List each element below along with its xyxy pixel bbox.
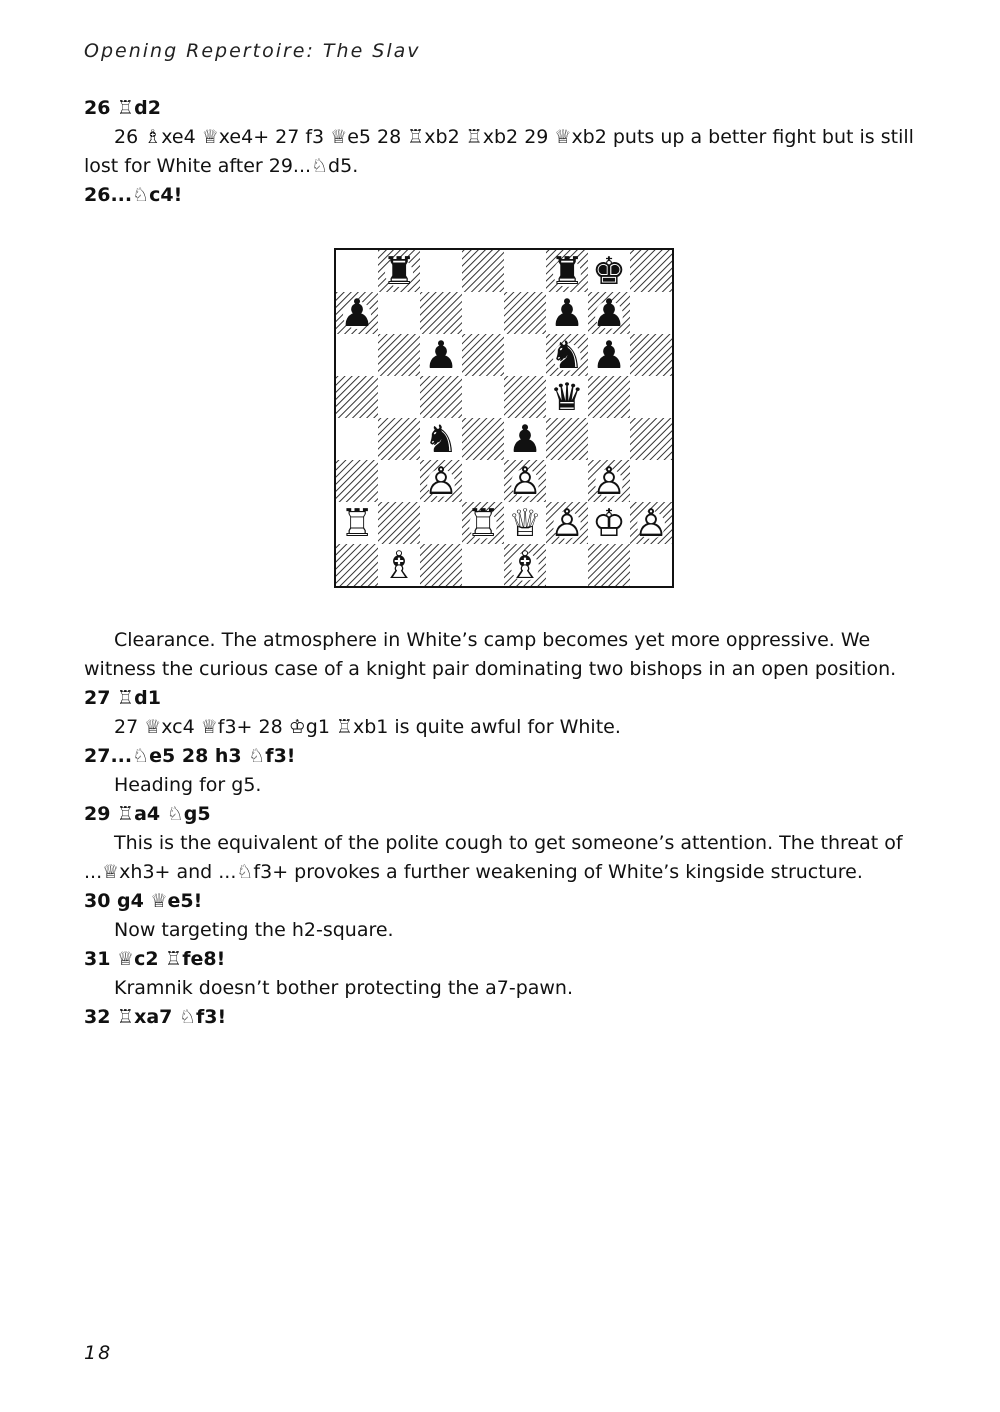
move-line: 31 ♕c2 ♖fe8! [84,948,226,970]
svg-text:♚: ♚ [591,250,627,293]
square-c7 [420,292,462,334]
page-number: 18 [84,1342,113,1364]
svg-text:♞: ♞ [549,333,585,377]
square-b3 [378,460,420,502]
square-f3 [546,460,588,502]
black-pawn-c6 [424,333,458,377]
white-pawn-h2 [634,501,668,545]
svg-text:♟: ♟ [591,291,627,335]
square-g4 [588,418,630,460]
move-line: 26...♘c4! [84,184,183,206]
white-rook-a2 [340,501,374,545]
body-text [84,626,914,1032]
chessboard [336,250,672,586]
comment-paragraph: Clearance. The atmosphere in White’s camp becomes yet more oppressive. We witness the curious case of a knight pair dominating two bishops in an open position. [84,629,897,680]
square-d6 [462,334,504,376]
comment-paragraph: Kramnik doesn’t bother protecting the a7-pawn. [114,977,574,999]
svg-text:♗: ♗ [507,543,543,586]
svg-text:♗: ♗ [381,543,417,586]
square-h5 [630,376,672,418]
square-b4 [378,418,420,460]
svg-text:♕: ♕ [507,501,543,545]
svg-text:♖: ♖ [339,501,375,545]
svg-text:♟: ♟ [339,291,375,335]
svg-text:♜: ♜ [549,250,585,293]
white-pawn-f2 [550,501,584,545]
square-a4 [336,418,378,460]
square-a6 [336,334,378,376]
white-pawn-e3 [508,459,542,503]
move-line: 27...♘e5 28 h3 ♘f3! [84,745,296,767]
square-g5 [588,376,630,418]
black-pawn-g7 [592,291,626,335]
comment-paragraph: Now targeting the h2-square. [114,919,394,941]
square-e5 [504,376,546,418]
comment-paragraph: 27 ♕xc4 ♕f3+ 28 ♔g1 ♖xb1 is quite awful for White. [114,716,621,738]
move-line: 29 ♖a4 ♘g5 [84,803,211,825]
square-c2 [420,502,462,544]
square-a5 [336,376,378,418]
svg-text:♙: ♙ [423,459,459,503]
comment-paragraph: 26 ♗xe4 ♕xe4+ 27 f3 ♕e5 28 ♖xb2 ♖xb2 29 ♕xb2 puts up a better fight but is still lost for White after 29...♘d5. [84,126,914,177]
svg-text:♙: ♙ [549,501,585,545]
square-f1 [546,544,588,586]
square-d7 [462,292,504,334]
white-queen-e2 [508,501,542,545]
square-c1 [420,544,462,586]
black-rook-f8 [550,250,584,293]
square-d1 [462,544,504,586]
white-bishop-e1 [508,543,542,586]
square-h7 [630,292,672,334]
square-d5 [462,376,504,418]
svg-text:♙: ♙ [633,501,669,545]
comment-paragraph: This is the equivalent of the polite cough to get someone’s attention. The threat of ...♕xh3+ and ...♘f3+ provokes a further weakening of White’s kingside structure. [84,832,903,883]
square-c5 [420,376,462,418]
square-h8 [630,250,672,292]
square-e6 [504,334,546,376]
square-a3 [336,460,378,502]
white-rook-d2 [466,501,500,545]
running-header: Opening Repertoire: The Slav [84,40,421,62]
svg-text:♞: ♞ [423,417,459,461]
square-b7 [378,292,420,334]
square-b5 [378,376,420,418]
white-pawn-c3 [424,459,458,503]
black-pawn-g6 [592,333,626,377]
square-d3 [462,460,504,502]
square-e7 [504,292,546,334]
black-knight-c4 [424,417,458,461]
black-pawn-f7 [550,291,584,335]
black-rook-b8 [382,250,416,293]
black-knight-f6 [550,333,584,377]
black-queen-f5 [550,375,584,419]
square-h1 [630,544,672,586]
square-b6 [378,334,420,376]
svg-text:♔: ♔ [591,501,627,545]
svg-text:♟: ♟ [507,417,543,461]
svg-text:♙: ♙ [507,459,543,503]
square-a8 [336,250,378,292]
move-line: 30 g4 ♕e5! [84,890,203,912]
move-line: 27 ♖d1 [84,687,161,709]
intro-text [84,94,914,210]
square-b2 [378,502,420,544]
black-pawn-e4 [508,417,542,461]
svg-text:♟: ♟ [591,333,627,377]
square-h3 [630,460,672,502]
white-pawn-g3 [592,459,626,503]
white-king-g2 [592,501,626,545]
move-line: 32 ♖xa7 ♘f3! [84,1006,227,1028]
svg-text:♟: ♟ [549,291,585,335]
square-e8 [504,250,546,292]
white-bishop-b1 [382,543,416,586]
black-king-g8 [592,250,626,293]
square-d4 [462,418,504,460]
comment-paragraph: Heading for g5. [114,774,262,796]
move-line: 26 ♖d2 [84,97,161,119]
chess-diagram [334,248,674,588]
square-f4 [546,418,588,460]
svg-text:♜: ♜ [381,250,417,293]
square-g1 [588,544,630,586]
svg-text:♖: ♖ [465,501,501,545]
square-c8 [420,250,462,292]
square-h4 [630,418,672,460]
svg-text:♟: ♟ [423,333,459,377]
svg-text:♙: ♙ [591,459,627,503]
square-h6 [630,334,672,376]
black-pawn-a7 [340,291,374,335]
svg-text:♛: ♛ [549,375,585,419]
square-a1 [336,544,378,586]
square-d8 [462,250,504,292]
